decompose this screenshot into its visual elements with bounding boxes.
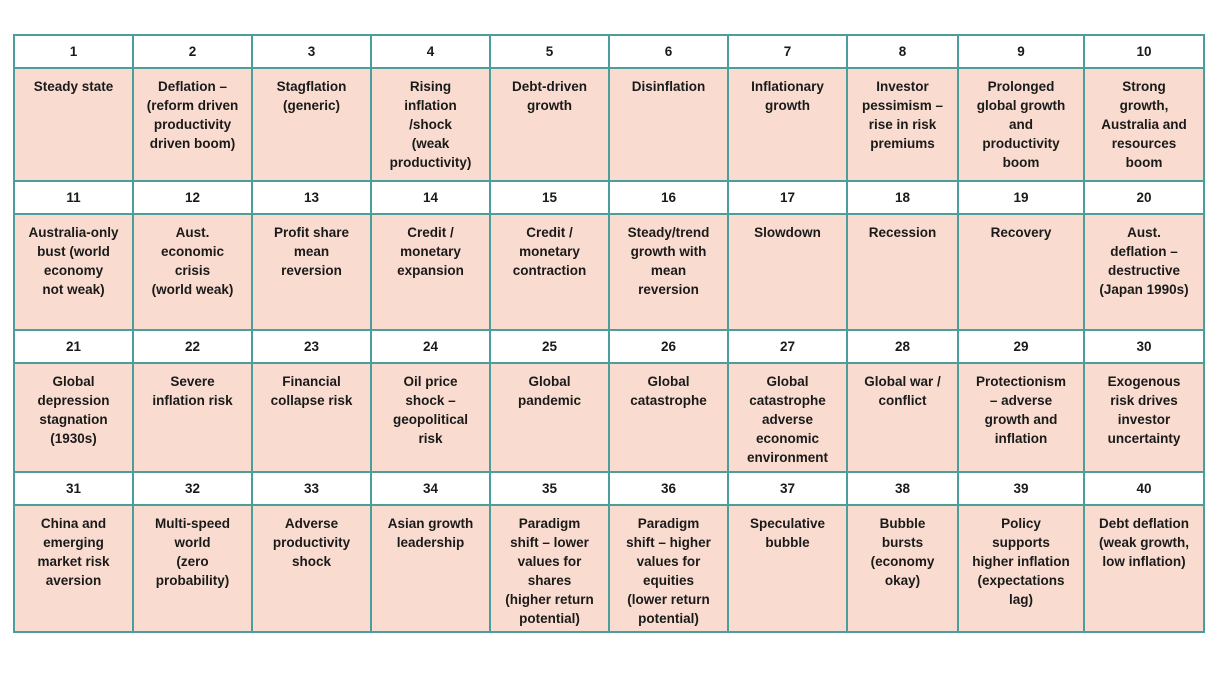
- scenario-label: Recession: [868, 225, 937, 240]
- scenario-number: 9: [958, 35, 1084, 68]
- scenario-cell: [14, 214, 133, 330]
- scenario-label-row: [14, 68, 1204, 181]
- scenario-label: Global catastrophe: [630, 374, 707, 408]
- scenario-label: China and emerging market risk aversion: [37, 516, 110, 588]
- scenario-number: 20: [1084, 181, 1204, 214]
- scenario-cell: [609, 363, 728, 472]
- scenario-label: Global depression stagnation (1930s): [37, 374, 110, 446]
- scenario-label: Investor pessimism – rise in risk premiums: [861, 79, 944, 151]
- scenario-label: Aust. deflation – destructive (Japan 1990s): [1099, 225, 1189, 297]
- scenario-cell: [609, 505, 728, 632]
- scenario-cell: [728, 363, 847, 472]
- scenario-cell: [371, 505, 490, 632]
- scenario-label: Asian growth leadership: [387, 516, 474, 550]
- scenario-number: 30: [1084, 330, 1204, 363]
- scenario-number: 1: [14, 35, 133, 68]
- scenario-number: 18: [847, 181, 958, 214]
- scenario-number: 27: [728, 330, 847, 363]
- scenario-cell: [252, 505, 371, 632]
- scenario-label: Paradigm shift – lower values for shares (higher return potential): [505, 516, 594, 626]
- scenario-cell: [133, 505, 252, 632]
- scenario-cell: [133, 363, 252, 472]
- scenario-number: 6: [609, 35, 728, 68]
- scenario-cell: [1084, 505, 1204, 632]
- scenario-number-row: [14, 472, 1204, 505]
- scenario-number-row: [14, 35, 1204, 68]
- scenario-cell: [490, 505, 609, 632]
- scenario-cell: [728, 505, 847, 632]
- scenario-number: 29: [958, 330, 1084, 363]
- scenario-number: 7: [728, 35, 847, 68]
- scenario-number: 37: [728, 472, 847, 505]
- scenario-number: 4: [371, 35, 490, 68]
- scenario-number: 32: [133, 472, 252, 505]
- scenario-number: 33: [252, 472, 371, 505]
- scenario-label: Australia-only bust (world economy not weak): [28, 225, 119, 297]
- scenario-cell: [847, 68, 958, 181]
- scenario-label: Global pandemic: [517, 374, 582, 408]
- scenario-cell: [1084, 68, 1204, 181]
- scenario-cell: [847, 214, 958, 330]
- scenario-number: 14: [371, 181, 490, 214]
- scenario-label: Profit share mean reversion: [273, 225, 350, 278]
- scenario-number: 24: [371, 330, 490, 363]
- scenario-cell: [252, 363, 371, 472]
- scenario-label: Steady/trend growth with mean reversion: [627, 225, 710, 297]
- scenario-number: 19: [958, 181, 1084, 214]
- scenario-number-row: [14, 330, 1204, 363]
- scenario-label: Inflationary growth: [751, 79, 824, 113]
- scenario-label: Oil price shock – geopolitical risk: [392, 374, 468, 446]
- scenario-cell: [371, 363, 490, 472]
- scenario-cell: [958, 214, 1084, 330]
- scenario-cell: [133, 214, 252, 330]
- scenario-label: Bubble bursts (economy okay): [870, 516, 935, 588]
- scenario-cell: [14, 505, 133, 632]
- scenario-cell: [609, 214, 728, 330]
- scenario-label: Steady state: [33, 79, 114, 94]
- scenario-number: 31: [14, 472, 133, 505]
- scenario-number: 15: [490, 181, 609, 214]
- scenario-cell: [371, 68, 490, 181]
- scenario-cell: [490, 68, 609, 181]
- scenario-label: Multi-speed world (zero probability): [154, 516, 230, 588]
- scenario-label: Global catastrophe adverse economic environment: [746, 374, 828, 465]
- scenario-grid: [13, 34, 1205, 633]
- scenario-label: Strong growth, Australia and resources boom: [1101, 79, 1187, 170]
- scenario-cell: [958, 68, 1084, 181]
- scenario-label: Credit / monetary contraction: [512, 225, 587, 278]
- scenario-number: 35: [490, 472, 609, 505]
- scenario-cell: [133, 68, 252, 181]
- scenario-cell: [1084, 363, 1204, 472]
- scenario-number: 25: [490, 330, 609, 363]
- scenario-number: 10: [1084, 35, 1204, 68]
- scenario-label: Credit / monetary expansion: [397, 225, 464, 278]
- scenario-number: 12: [133, 181, 252, 214]
- scenario-label: Global war / conflict: [864, 374, 941, 408]
- scenario-label: Severe inflation risk: [152, 374, 233, 408]
- scenario-cell: [490, 214, 609, 330]
- scenario-number: 39: [958, 472, 1084, 505]
- scenario-label-row: [14, 214, 1204, 330]
- scenario-label: Aust. economic crisis (world weak): [151, 225, 234, 297]
- scenario-number: 22: [133, 330, 252, 363]
- scenario-cell: [14, 363, 133, 472]
- scenario-cell: [958, 363, 1084, 472]
- scenario-label-row: [14, 505, 1204, 632]
- scenario-label: Disinflation: [631, 79, 706, 94]
- scenario-label: Recovery: [990, 225, 1052, 240]
- scenario-number: 2: [133, 35, 252, 68]
- scenario-number: 28: [847, 330, 958, 363]
- scenario-cell: [1084, 214, 1204, 330]
- scenario-label-row: [14, 363, 1204, 472]
- scenario-label: Debt deflation (weak growth, low inflation): [1098, 516, 1189, 569]
- scenario-number: 21: [14, 330, 133, 363]
- scenario-cell: [490, 363, 609, 472]
- scenario-number: 11: [14, 181, 133, 214]
- scenario-number: 36: [609, 472, 728, 505]
- scenario-number: 13: [252, 181, 371, 214]
- scenario-number: 5: [490, 35, 609, 68]
- scenario-number: 34: [371, 472, 490, 505]
- scenario-cell: [847, 363, 958, 472]
- scenario-label: Policy supports higher inflation (expectations lag): [972, 516, 1070, 607]
- scenario-label: Stagflation (generic): [276, 79, 347, 113]
- scenario-number: 26: [609, 330, 728, 363]
- scenario-number: 16: [609, 181, 728, 214]
- scenario-cell: [252, 68, 371, 181]
- scenario-cell: [728, 68, 847, 181]
- scenario-cell: [609, 68, 728, 181]
- scenario-label: Debt-driven growth: [511, 79, 587, 113]
- scenario-label: Paradigm shift – higher values for equities (lower return potential): [626, 516, 711, 626]
- scenario-label: Exogenous risk drives investor uncertainty: [1107, 374, 1181, 446]
- scenario-number: 40: [1084, 472, 1204, 505]
- scenario-label: Deflation – (reform driven productivity driven boom): [146, 79, 239, 151]
- scenario-cell: [371, 214, 490, 330]
- scenario-label: Speculative bubble: [749, 516, 826, 550]
- scenario-cell: [14, 68, 133, 181]
- scenario-number: 38: [847, 472, 958, 505]
- scenario-cell: [958, 505, 1084, 632]
- scenario-number: 3: [252, 35, 371, 68]
- scenario-label: Protectionism – adverse growth and inflation: [975, 374, 1067, 446]
- scenario-number: 8: [847, 35, 958, 68]
- scenario-cell: [728, 214, 847, 330]
- scenario-number: 17: [728, 181, 847, 214]
- scenario-label: Rising inflation /shock (weak productivity): [389, 79, 472, 170]
- scenario-number: 23: [252, 330, 371, 363]
- scenario-cell: [847, 505, 958, 632]
- scenario-cell: [252, 214, 371, 330]
- scenario-number-row: [14, 181, 1204, 214]
- scenario-label: Adverse productivity shock: [272, 516, 351, 569]
- scenario-label: Slowdown: [754, 225, 821, 240]
- scenario-label: Financial collapse risk: [270, 374, 353, 408]
- scenario-label: Prolonged global growth and productivity boom: [976, 79, 1066, 170]
